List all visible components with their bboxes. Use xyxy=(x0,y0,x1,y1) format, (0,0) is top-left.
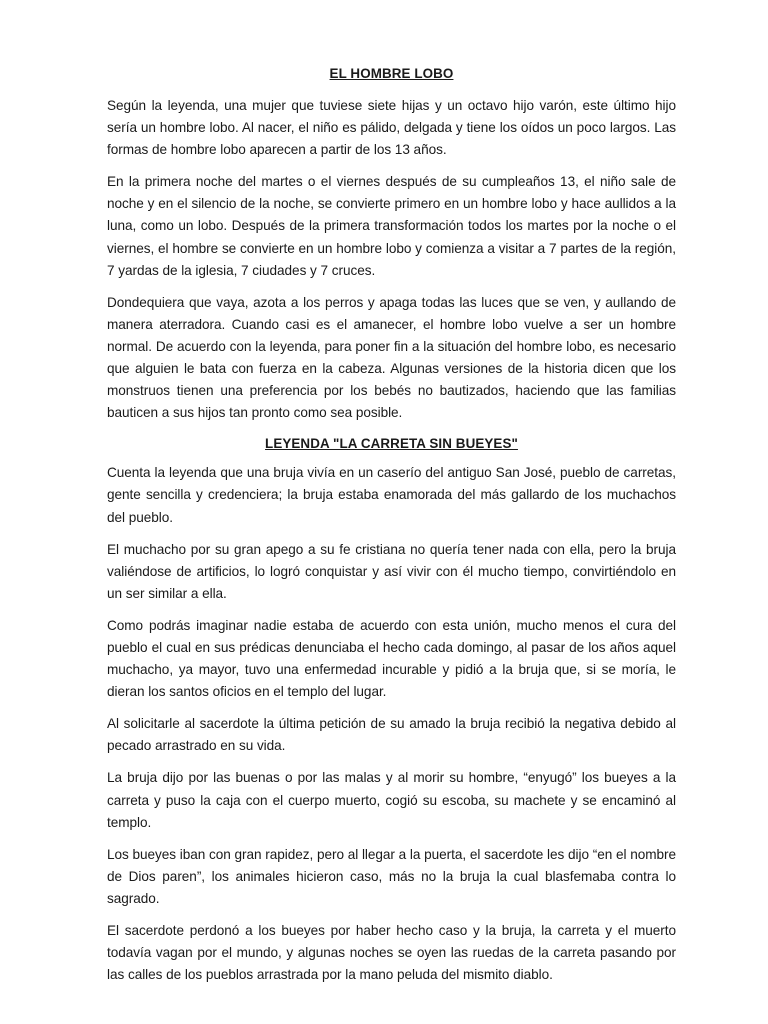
paragraph: El sacerdote perdonó a los bueyes por haber hecho caso y la bruja, la carreta y el muerto todavía vagan por el mundo, y algunas noches se oyen las ruedas de la carreta pasando por las calles de los pueblos arrastrada por la mano peluda del mismito diablo. xyxy=(107,923,676,983)
section-title-hombre-lobo: EL HOMBRE LOBO xyxy=(329,66,454,81)
paragraph: Dondequiera que vaya, azota a los perros y apaga todas las luces que se ven, y aullando de manera aterradora. Cuando casi es el amanecer, el hombre lobo vuelve a ser un hombre normal. De acuerdo con la leyenda, para poner fin a la situación del hombre lobo, es necesario que alguien le bata con fuerza en la cabeza. Algunas versiones de la historia dicen que los monstruos tienen una preferencia por los bebés no bautizados, haciendo que las familias bauticen a sus hijos tan pronto como sea posible. xyxy=(107,294,676,421)
section-title-carreta-sin-bueyes: LEYENDA "LA CARRETA SIN BUEYES" xyxy=(265,436,518,452)
document-body xyxy=(107,64,676,996)
paragraph: Según la leyenda, una mujer que tuviese siete hijas y un octavo hijo varón, este último hijo sería un hombre lobo. Al nacer, el niño es pálido, delgada y tiene los oídos un poco largos. Las formas de hombre lobo aparecen a partir de los 13 años. xyxy=(107,98,676,158)
paragraph: El muchacho por su gran apego a su fe cristiana no quería tener nada con ella, pero la bruja valiéndose de artificios, lo logró conquistar y así vivir con él mucho tiempo, convirtiéndolo en un ser similar a ella. xyxy=(107,541,676,601)
paragraph: Al solicitarle al sacerdote la última petición de su amado la bruja recibió la negativa debido al pecado arrastrado en su vida. xyxy=(107,716,676,754)
paragraph: Los bueyes iban con gran rapidez, pero al llegar a la puerta, el sacerdote les dijo “en el nombre de Dios paren”, los animales hicieron caso, más no la bruja la cual blasfemaba contra lo sagrado. xyxy=(107,846,676,906)
paragraph: En la primera noche del martes o el viernes después de su cumpleaños 13, el niño sale de noche y en el silencio de la noche, se convierte primero en un hombre lobo y hace aullidos a la luna, como un lobo. Después de la primera transformación todos los martes por la noche o el viernes, el hombre se convierte en un hombre lobo y comienza a visitar a 7 partes de la región, 7 yardas de la iglesia, 7 ciudades y 7 cruces. xyxy=(107,174,676,278)
paragraph: Como podrás imaginar nadie estaba de acuerdo con esta unión, mucho menos el cura del pueblo el cual en sus prédicas denunciaba el hecho cada domingo, al pasar de los años aquel muchacho, ya mayor, tuvo una enfermedad incurable y pidió a la bruja que, si se moría, le dieran los santos oficios en el templo del lugar. xyxy=(107,617,676,700)
paragraph: La bruja dijo por las buenas o por las malas y al morir su hombre, “enyugó” los bueyes a la carreta y puso la caja con el cuerpo muerto, cogió su escoba, su machete y se encaminó al templo. xyxy=(107,770,676,830)
paragraph: Cuenta la leyenda que una bruja vivía en un caserío del antiguo San José, pueblo de carretas, gente sencilla y credenciera; la bruja estaba enamorada del más gallardo de los muchachos del pueblo. xyxy=(107,465,676,525)
